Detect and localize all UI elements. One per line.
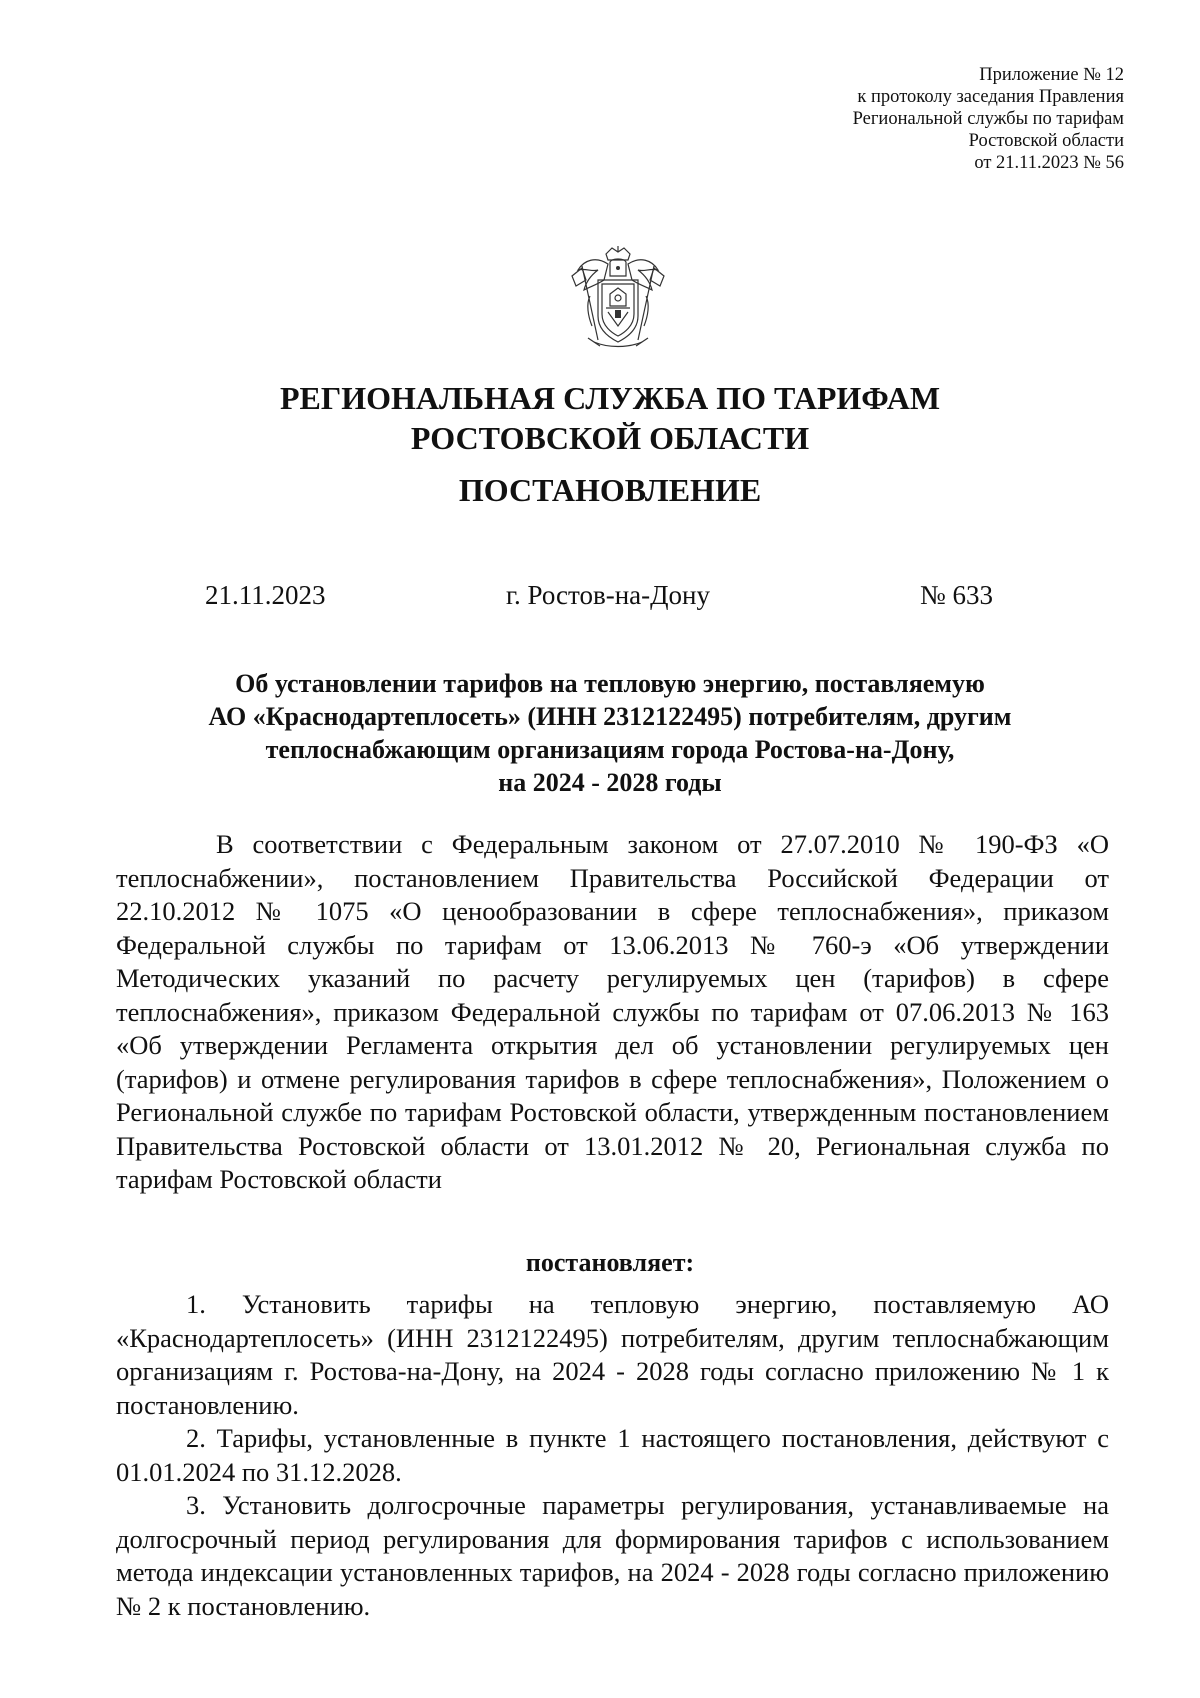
document-subject (160, 667, 1060, 799)
subject-line: Об установлении тарифов на тепловую энергию, поставляемую (235, 669, 985, 698)
appendix-note-line: Региональной службы по тарифам (852, 109, 1124, 129)
appendix-note-line: Приложение № 12 (979, 65, 1124, 85)
resolution-item: 3. Установить долгосрочные параметры регулирования, устанавливаемые на долгосрочный период регулирования для формирования тарифов с использованием метода индексации установленных тарифов, на 2024 - 2028 годы согласно приложению № 2 к постановлению. (116, 1490, 1109, 1621)
appendix-note-line: Ростовской области (968, 131, 1124, 151)
resolution-item: 2. Тарифы, установленные в пункте 1 настоящего постановления, действуют с 01.01.2024 по 31.12.2028. (116, 1423, 1109, 1487)
subject-line: на 2024 - 2028 годы (498, 768, 722, 797)
organization-title-line: РЕГИОНАЛЬНАЯ СЛУЖБА ПО ТАРИФАМ (279, 380, 941, 416)
appendix-note-line: от 21.11.2023 № 56 (974, 153, 1124, 173)
resolves-heading: постановляет: (525, 1248, 695, 1277)
resolution-items (116, 1288, 1109, 1623)
appendix-note (853, 64, 1124, 174)
organization-title (0, 378, 1200, 458)
document-city: г. Ростов-на-Дону (506, 580, 711, 610)
document-number: № 633 (920, 580, 994, 610)
subject-line: теплоснабжающим организациям города Ростова-на-Дону, (265, 735, 955, 764)
resolution-item: 1. Установить тарифы на тепловую энергию, поставляемую АО «Краснодартеплосеть» (ИНН 2312122495) потребителям, другим теплоснабжающим организациям г. Ростова-на-Дону, на 2024 - 2028 годы согласно приложению № 1 к постановлению. (116, 1289, 1109, 1420)
document-date: 21.11.2023 (205, 580, 326, 610)
appendix-note-line: к протоколу заседания Правления (857, 87, 1124, 107)
organization-title-line: РОСТОВСКОЙ ОБЛАСТИ (410, 420, 810, 456)
subject-line: АО «Краснодартеплосеть» (ИНН 2312122495) потребителям, другим (208, 702, 1012, 731)
document-type: ПОСТАНОВЛЕНИЕ (458, 472, 762, 508)
coat-of-arms-icon (568, 246, 668, 350)
preamble-paragraph: В соответствии с Федеральным законом от 27.07.2010 № 190-ФЗ «О теплоснабжении», постановлением Правительства Российской Федерации от 22.10.2012 № 1075 «О ценообразовании в сфере теплоснабжения», приказом Федеральной службы по тарифам от 13.06.2013 № 760-э «Об утверждении Методических указаний по расчету регулируемых цен (тарифов) в сфере теплоснабжения», приказом Федеральной службы по тарифам от 07.06.2013 № 163 «Об утверждении Регламента открытия дел об установлении регулируемых цен (тарифов) и отмене регулирования тарифов в сфере теплоснабжения», Положением о Региональной службе по тарифам Ростовской области, утвержденным постановлением Правительства Ростовской области от 13.01.2012 № 20, Региональная служба по тарифам Ростовской области (116, 829, 1109, 1194)
